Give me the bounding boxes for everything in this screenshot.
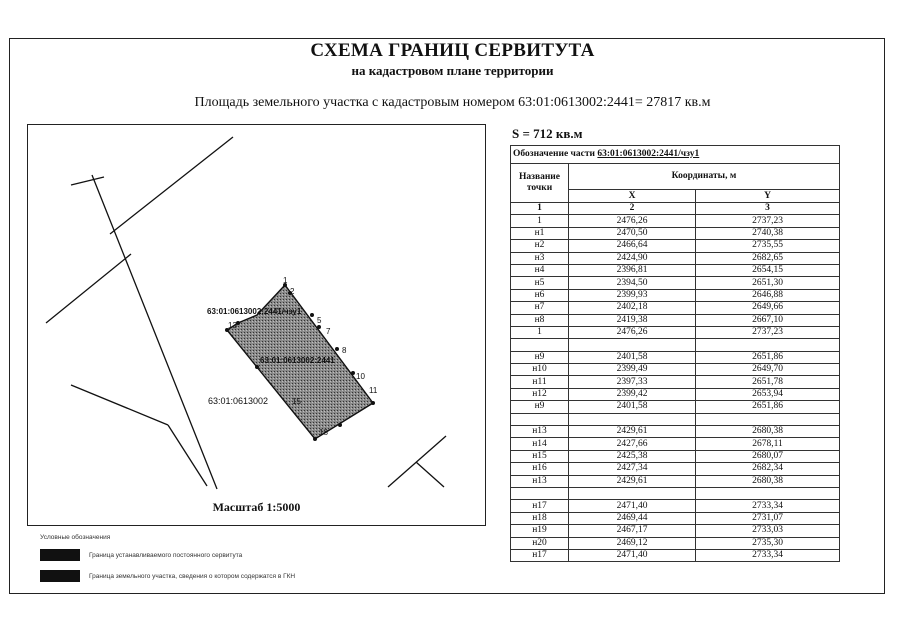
table-row	[511, 475, 840, 487]
point-name: н13	[511, 475, 569, 487]
point-name: 1	[511, 215, 569, 227]
coord-x: 2397,33	[569, 376, 696, 388]
quarter-label: 63:01:0613002	[208, 396, 269, 406]
table-row	[511, 364, 840, 376]
col-y-header: Y	[696, 190, 840, 203]
coord-x: 2471,40	[569, 500, 696, 512]
coord-x: 2394,50	[569, 277, 696, 289]
part-prefix: Обозначение части	[513, 149, 598, 159]
point-name: н19	[511, 525, 569, 537]
coord-y: 2680,38	[696, 426, 840, 438]
point-name: н8	[511, 314, 569, 326]
point-name: н14	[511, 438, 569, 450]
coord-y: 2735,55	[696, 240, 840, 252]
group-separator	[511, 339, 840, 351]
map-drawing	[28, 125, 486, 526]
table-row	[511, 450, 840, 462]
point-label: 18	[319, 428, 328, 437]
table-row	[511, 537, 840, 549]
group-separator	[511, 413, 840, 425]
table-header-row	[511, 164, 840, 190]
coord-x: 2467,17	[569, 525, 696, 537]
coord-x: 2424,90	[569, 252, 696, 264]
coordinates-body	[511, 215, 840, 562]
empty-cell	[511, 339, 569, 351]
legend-label: Граница устанавливаемого постоянного сервитута	[89, 552, 243, 559]
table-numbering-row	[511, 203, 840, 215]
table-row	[511, 264, 840, 276]
coordinates-table	[510, 145, 840, 562]
coord-y: 2682,65	[696, 252, 840, 264]
col-x-header: X	[569, 190, 696, 203]
coord-x: 2402,18	[569, 302, 696, 314]
table-row	[511, 240, 840, 252]
point-label: 7	[326, 327, 331, 336]
coord-x: 2469,44	[569, 512, 696, 524]
coord-y: 2646,88	[696, 289, 840, 301]
legend-title: Условные обозначения	[40, 534, 111, 541]
map-vertex	[317, 325, 321, 329]
col-number: 3	[696, 203, 840, 215]
coord-y: 2667,10	[696, 314, 840, 326]
servitude-area-value: S = 712 кв.м	[512, 126, 583, 141]
point-name: н5	[511, 277, 569, 289]
coord-x: 2476,26	[569, 215, 696, 227]
empty-cell	[569, 413, 696, 425]
coord-y: 2731,07	[696, 512, 840, 524]
map-scale: Масштаб 1:5000	[212, 500, 301, 514]
coord-x: 2469,12	[569, 537, 696, 549]
empty-cell	[696, 339, 840, 351]
point-name: н3	[511, 252, 569, 264]
point-name: н4	[511, 264, 569, 276]
coord-y: 2651,86	[696, 351, 840, 363]
table-row	[511, 302, 840, 314]
map-line	[71, 385, 168, 425]
table-row	[511, 215, 840, 227]
group-separator	[511, 487, 840, 499]
empty-cell	[569, 487, 696, 499]
empty-cell	[511, 413, 569, 425]
col-coords-header: Координаты, м	[569, 164, 840, 190]
map-line	[71, 177, 104, 185]
table-row	[511, 388, 840, 400]
point-name: н12	[511, 388, 569, 400]
coord-x: 2396,81	[569, 264, 696, 276]
table-row	[511, 500, 840, 512]
coord-y: 2733,34	[696, 549, 840, 561]
empty-cell	[569, 339, 696, 351]
parcel-area-line: Площадь земельного участка с кадастровым номером 63:01:0613002:2441= 27817 кв.м	[194, 95, 711, 110]
parcel-swatch	[40, 570, 80, 582]
coord-y: 2735,30	[696, 537, 840, 549]
page-subtitle: на кадастровом плане территории	[351, 63, 554, 78]
point-name: н11	[511, 376, 569, 388]
coord-y: 2654,15	[696, 264, 840, 276]
coord-x: 2476,26	[569, 326, 696, 338]
point-label: 5	[317, 316, 322, 325]
table-row	[511, 525, 840, 537]
point-name: н9	[511, 401, 569, 413]
coord-y: 2649,70	[696, 364, 840, 376]
coord-x: 2419,38	[569, 314, 696, 326]
coord-y: 2733,03	[696, 525, 840, 537]
point-label: 8	[342, 346, 347, 355]
point-name: н15	[511, 450, 569, 462]
coord-x: 2401,58	[569, 401, 696, 413]
map-line	[416, 462, 444, 487]
coord-y: 2733,34	[696, 500, 840, 512]
table-row	[511, 351, 840, 363]
point-label: 2	[290, 287, 295, 296]
table-row	[511, 426, 840, 438]
part-number: 63:01:0613002:2441/чзу1	[597, 149, 700, 159]
map-vertex	[338, 423, 342, 427]
point-label: 15	[292, 397, 301, 406]
table-row	[511, 252, 840, 264]
table-row	[511, 227, 840, 239]
map-line	[92, 175, 217, 489]
parcel-part-label: 63:01:0613002:2441/чзу1	[207, 307, 302, 316]
map-vertex	[351, 371, 355, 375]
coord-x: 2471,40	[569, 549, 696, 561]
table-row	[511, 549, 840, 561]
point-name: н2	[511, 240, 569, 252]
parcel-label: 63:01:0613002:2441	[260, 356, 335, 365]
point-name: н20	[511, 537, 569, 549]
point-name: н16	[511, 463, 569, 475]
table-row	[511, 314, 840, 326]
table-row	[511, 326, 840, 338]
table-row	[511, 438, 840, 450]
point-name: н7	[511, 302, 569, 314]
map-line	[110, 137, 233, 234]
point-name: н1	[511, 227, 569, 239]
coord-y: 2653,94	[696, 388, 840, 400]
point-name: н17	[511, 549, 569, 561]
coord-y: 2740,38	[696, 227, 840, 239]
point-name: н10	[511, 364, 569, 376]
map-vertex	[371, 401, 375, 405]
point-label: 1	[283, 276, 288, 285]
coord-x: 2466,64	[569, 240, 696, 252]
coord-x: 2399,49	[569, 364, 696, 376]
coord-y: 2682,34	[696, 463, 840, 475]
point-name: н9	[511, 351, 569, 363]
coord-x: 2425,38	[569, 450, 696, 462]
point-label: 11	[369, 386, 378, 395]
table-caption-row	[511, 146, 840, 164]
col-name-header: Название точки	[511, 164, 569, 203]
coord-x: 2470,50	[569, 227, 696, 239]
servitude-swatch	[40, 549, 80, 561]
map-line	[168, 425, 207, 486]
table-row	[511, 463, 840, 475]
coord-y: 2680,38	[696, 475, 840, 487]
table-row	[511, 289, 840, 301]
col-number: 2	[569, 203, 696, 215]
cadastral-map	[27, 124, 486, 526]
coord-y: 2651,30	[696, 277, 840, 289]
coord-x: 2399,42	[569, 388, 696, 400]
coord-y: 2737,23	[696, 326, 840, 338]
coord-x: 2427,34	[569, 463, 696, 475]
coord-y: 2651,86	[696, 401, 840, 413]
map-vertex	[310, 313, 314, 317]
table-row	[511, 376, 840, 388]
point-label: 13	[228, 321, 237, 330]
point-name: н18	[511, 512, 569, 524]
coord-y: 2678,11	[696, 438, 840, 450]
empty-cell	[696, 413, 840, 425]
page-title: СХЕМА ГРАНИЦ СЕРВИТУТА	[310, 40, 595, 61]
coord-x: 2429,61	[569, 426, 696, 438]
coord-x: 2401,58	[569, 351, 696, 363]
point-name: 1	[511, 326, 569, 338]
table-row	[511, 277, 840, 289]
point-name: н13	[511, 426, 569, 438]
legend-label: Граница земельного участка, сведения о котором содержатся в ГКН	[89, 573, 296, 580]
map-vertex	[313, 437, 317, 441]
map-vertex	[335, 347, 339, 351]
point-name: н17	[511, 500, 569, 512]
map-line	[46, 254, 131, 323]
point-label: 10	[356, 372, 365, 381]
empty-cell	[696, 487, 840, 499]
coord-x: 2427,66	[569, 438, 696, 450]
coord-x: 2399,93	[569, 289, 696, 301]
coord-y: 2649,66	[696, 302, 840, 314]
point-name: н6	[511, 289, 569, 301]
col-number: 1	[511, 203, 569, 215]
map-vertex	[255, 365, 259, 369]
table-row	[511, 512, 840, 524]
empty-cell	[511, 487, 569, 499]
coord-y: 2651,78	[696, 376, 840, 388]
coord-y: 2737,23	[696, 215, 840, 227]
coord-x: 2429,61	[569, 475, 696, 487]
coord-y: 2680,07	[696, 450, 840, 462]
table-row	[511, 401, 840, 413]
map-line	[388, 436, 446, 487]
